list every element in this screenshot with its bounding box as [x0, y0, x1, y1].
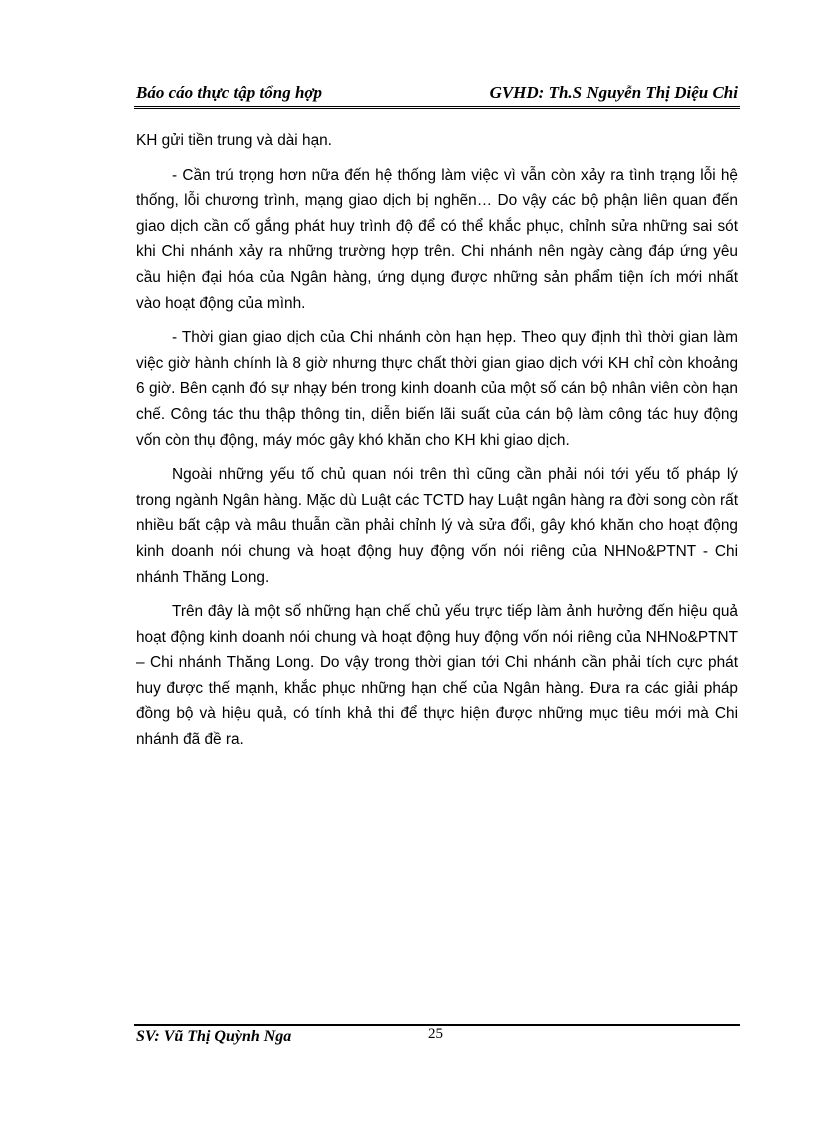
document-body [136, 128, 738, 762]
paragraph-conclusion: Trên đây là một số những hạn chế chủ yếu trực tiếp làm ảnh hưởng đến hiệu quả hoạt động kinh doanh nói chung và hoạt động huy động vốn nói riêng của NHNo&PTNT – Chi nhánh Thăng Long. Do vậy trong thời gian tới Chi nhánh cần phải tích cực phát huy được thế mạnh, khắc phục những hạn chế của Ngân hàng. Đưa ra các giải pháp đồng bộ và hiệu quả, có tính khả thi để thực hiện được những mục tiêu mới mà Chi nhánh đã đề ra. [136, 603, 738, 749]
paragraph-system-issues: - Cần trú trọng hơn nữa đến hệ thống làm việc vì vẫn còn xảy ra tình trạng lỗi hệ thống, lỗi chương trình, mạng giao dịch bị nghẽn… Do vậy các bộ phận liên quan đến giao dịch cần cố gắng phát huy trình độ để có thể khắc phục, chỉnh sửa những sai sót khi Chi nhánh xảy ra những trường hợp trên. Chi nhánh nên ngày càng đáp ứng yêu cầu hiện đại hóa của Ngân hàng, ứng dụng được những sản phẩm tiện ích mới nhất vào hoạt động của mình. [136, 166, 738, 312]
page-number: 25 [428, 1026, 443, 1042]
student-name: SV: Vũ Thị Quỳnh Nga [136, 1028, 292, 1045]
supervisor-name: GVHD: Th.S Nguyễn Thị Diệu Chi [489, 83, 738, 102]
paragraph-legal-factors: Ngoài những yếu tố chủ quan nói trên thì cũng cần phải nói tới yếu tố pháp lý trong ngành Ngân hàng. Mặc dù Luật các TCTD hay Luật ngân hàng ra đời song còn rất nhiều bất cập và mâu thuẫn cần phải chỉnh lý và sửa đổi, gây khó khăn cho hoạt động kinh doanh nói chung và hoạt động huy động vốn nói riêng của NHNo&PTNT - Chi nhánh Thăng Long. [136, 466, 738, 586]
page-header [134, 82, 740, 109]
paragraph-transaction-time: - Thời gian giao dịch của Chi nhánh còn hạn hẹp. Theo quy định thì thời gian làm việc giờ hành chính là 8 giờ nhưng thực chất thời gian giao dịch với KH chỉ còn khoảng 6 giờ. Bên cạnh đó sự nhạy bén trong kinh doanh của một số cán bộ nhân viên còn hạn chế. Công tác thu thập thông tin, diễn biến lãi suất của cán bộ làm công tác huy động vốn còn thụ động, máy móc gây khó khăn cho KH khi giao dịch. [136, 329, 738, 449]
paragraph-continuation: KH gửi tiền trung và dài hạn. [136, 132, 332, 149]
report-title: Báo cáo thực tập tổng hợp [136, 83, 323, 102]
